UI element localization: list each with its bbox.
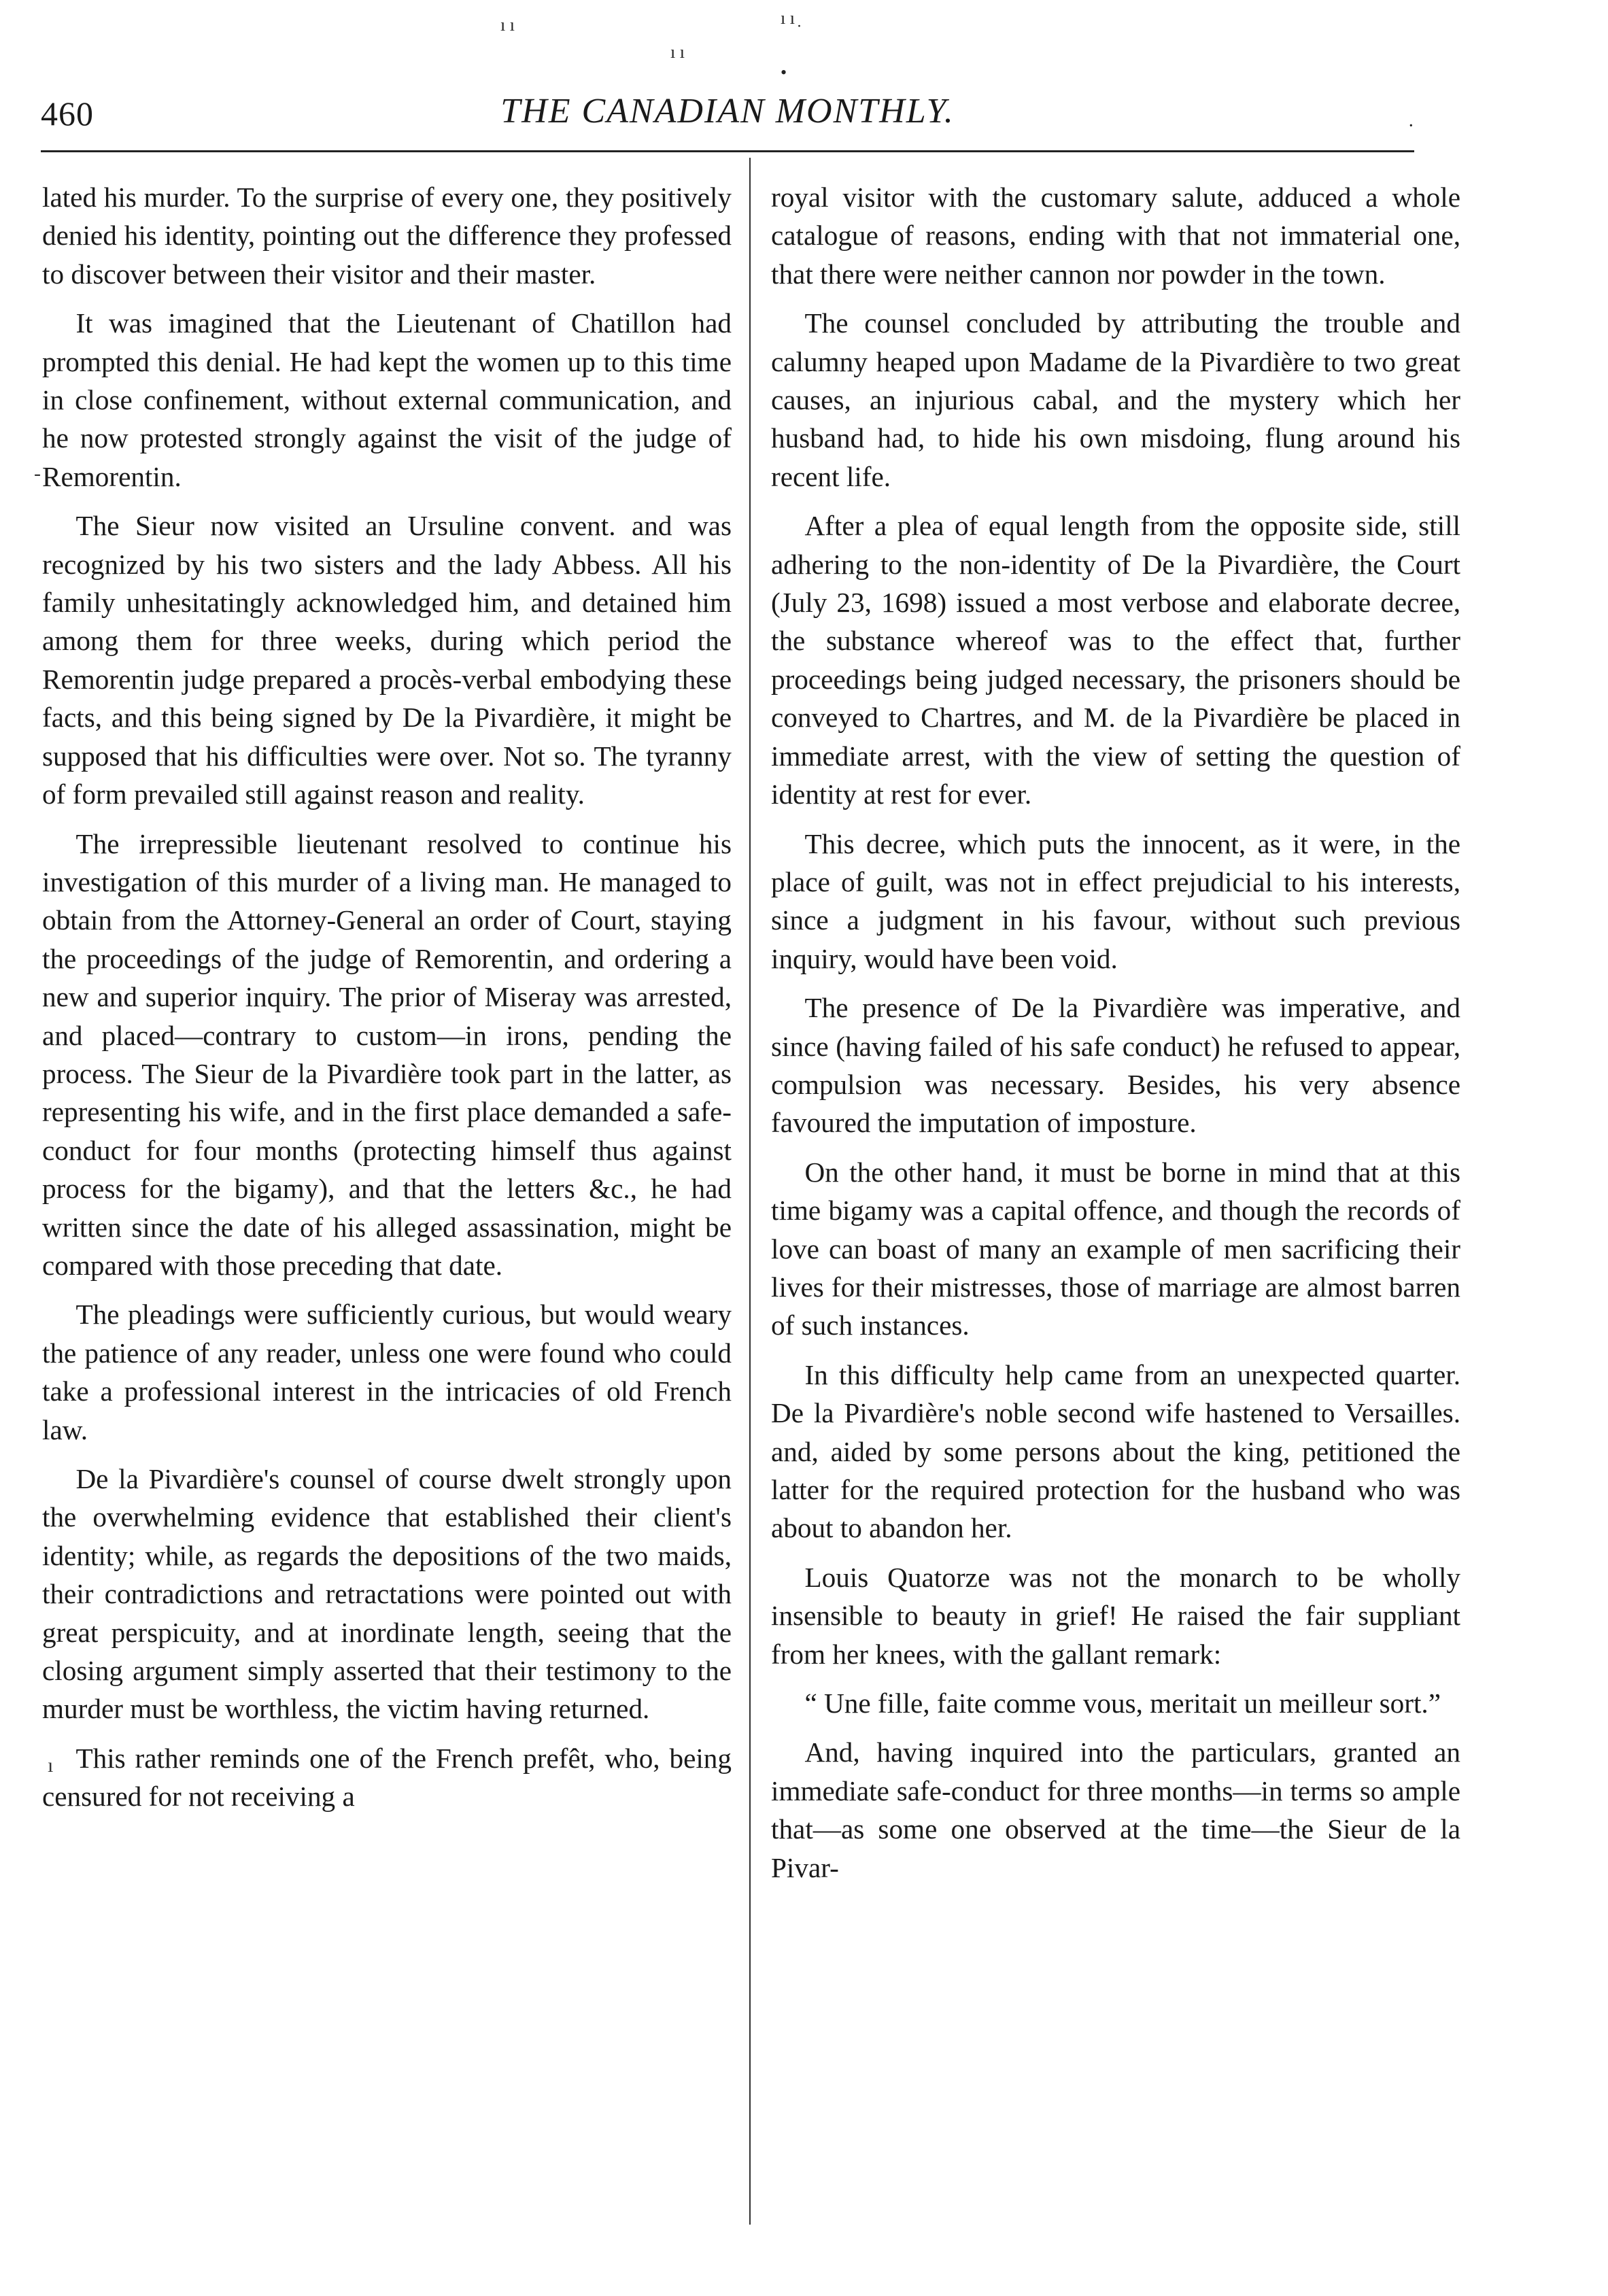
- paragraph: It was imagined that the Lieutenant of Chatillon had prompted this denial. He had kept the women up to this time in close confinement, without external communication, and he now protested strongly against the visit of the judge of Remorentin.: [42, 307, 732, 492]
- scan-mark: •: [781, 63, 787, 82]
- paragraph: De la Pivardière's counsel of course dwelt strongly upon the overwhelming evidence that established their client's identity; while, as regards the depositions of the two maids, their contradictions and retractations were pointed out with great perspicuity, and at inordinate length, seeing that the closing argument simply asserted that their testimony to the murder must be worthless, the victim having returned.: [42, 1463, 732, 1725]
- paragraph: “ Une fille, faite comme vous, meritait un meilleur sort.”: [804, 1687, 1441, 1719]
- paragraph: The counsel concluded by attributing the trouble and calumny heaped upon Madame de la Pivardière to two great causes, an injurious cabal, and the mystery which her husband had, to hide his own misdoing, flung around his recent life.: [771, 307, 1460, 492]
- scan-mark: ı ı ̣: [781, 8, 800, 28]
- paragraph: The presence of De la Pivardière was imperative, and since (having failed of his safe conduct) he refused to appear, compulsion was necessary. Besides, his very absence favoured the imputation of imposture.: [771, 992, 1460, 1139]
- paragraph: The irrepressible lieutenant resolved to continue his investigation of this murder of a living man. He managed to obtain from the Attorney-General an order of Court, staying the proceedings of the judge of Remorentin, and ordering a new and superior inquiry. The prior of Miseray was arrested, and placed—contrary to custom—in irons, pending the process. The Sieur de la Pivardière took part in the latter, as representing his wife, and in the first place demanded a safe-conduct for four months (protecting himself thus against process for the bigamy), and that the letters &c., he had written since the date of his alleged assassination, might be compared with those preceding that date.: [42, 827, 732, 1281]
- page-number: 460: [41, 95, 94, 133]
- paragraph: royal visitor with the customary salute, adduced a whole catalogue of reasons, ending with that not immaterial one, that there were neither cannon nor powder in the town.: [771, 182, 1460, 290]
- column-divider: [749, 158, 751, 2225]
- page-header: [41, 88, 1414, 143]
- paragraph: After a plea of equal length from the opposite side, still adhering to the non-identity of De la Pivardière, the Court (July 23, 1698) issued a most verbose and elaborate decree, the substance whereof was to the effect that, further proceedings being judged necessary, the prisoners should be conveyed to Chartres, and M. de la Pivardière be placed in immediate arrest, with the view of setting the question of identity at rest for ever.: [771, 510, 1460, 810]
- paragraph: Louis Quatorze was not the monarch to be wholly insensible to beauty in grief! He raised the fair suppliant from her knees, with the gallant remark:: [771, 1561, 1460, 1670]
- scan-mark: ı ı: [500, 15, 515, 35]
- scan-mark: ı ı: [670, 42, 685, 62]
- paragraph: This rather reminds one of the French prefêt, who, being censured for not receiving a: [42, 1742, 732, 1813]
- paragraph: The Sieur now visited an Ursuline convent. and was recognized by his two sisters and the lady Abbess. All his family unhesitatingly acknowledged him, and detained him among them for three weeks, during which period the Remorentin judge prepared a procès-verbal embodying these facts, and this being signed by De la Pivardière, it might be supposed that his difficulties were over. Not so. The tyranny of form prevailed still against reason and reality.: [42, 510, 732, 810]
- paragraph: On the other hand, it must be borne in mind that at this time bigamy was a capital offence, and though the records of love can boast of many an example of men sacrificing their lives for their mistresses, those of marriage are almost barren of such instances.: [771, 1156, 1460, 1341]
- paragraph: In this difficulty help came from an unexpected quarter. De la Pivardière's noble second wife hastened to Versailles. and, aided by some persons about the king, petitioned the latter for the required protection for the husband who was about to abandon her.: [771, 1358, 1460, 1544]
- paragraph: The pleadings were sufficiently curious, but would weary the patience of any reader, unless one were found who could take a professional interest in the intricacies of old French law.: [42, 1299, 732, 1445]
- right-column: [771, 178, 1460, 1887]
- scan-mark: -: [34, 462, 41, 485]
- paragraph: This decree, which puts the innocent, as it were, in the place of guilt, was not in effect prejudicial to his interests, since a judgment in his favour, without such previous inquiry, would have been void.: [771, 827, 1460, 974]
- scan-mark: ı: [48, 1754, 54, 1777]
- paragraph: And, having inquired into the particulars, granted an immediate safe-conduct for three months—in terms so ample that—as some one observed at the time—the Sieur de la Pivar-: [771, 1736, 1460, 1883]
- header-rule: [41, 150, 1414, 152]
- left-column: [42, 178, 732, 1816]
- paragraph: lated his murder. To the surprise of every one, they positively denied his identity, pointing out the difference they professed to discover between their visitor and their master.: [42, 182, 732, 290]
- header-dot: ·: [1407, 116, 1414, 137]
- running-title: THE CANADIAN MONTHLY.: [500, 92, 955, 131]
